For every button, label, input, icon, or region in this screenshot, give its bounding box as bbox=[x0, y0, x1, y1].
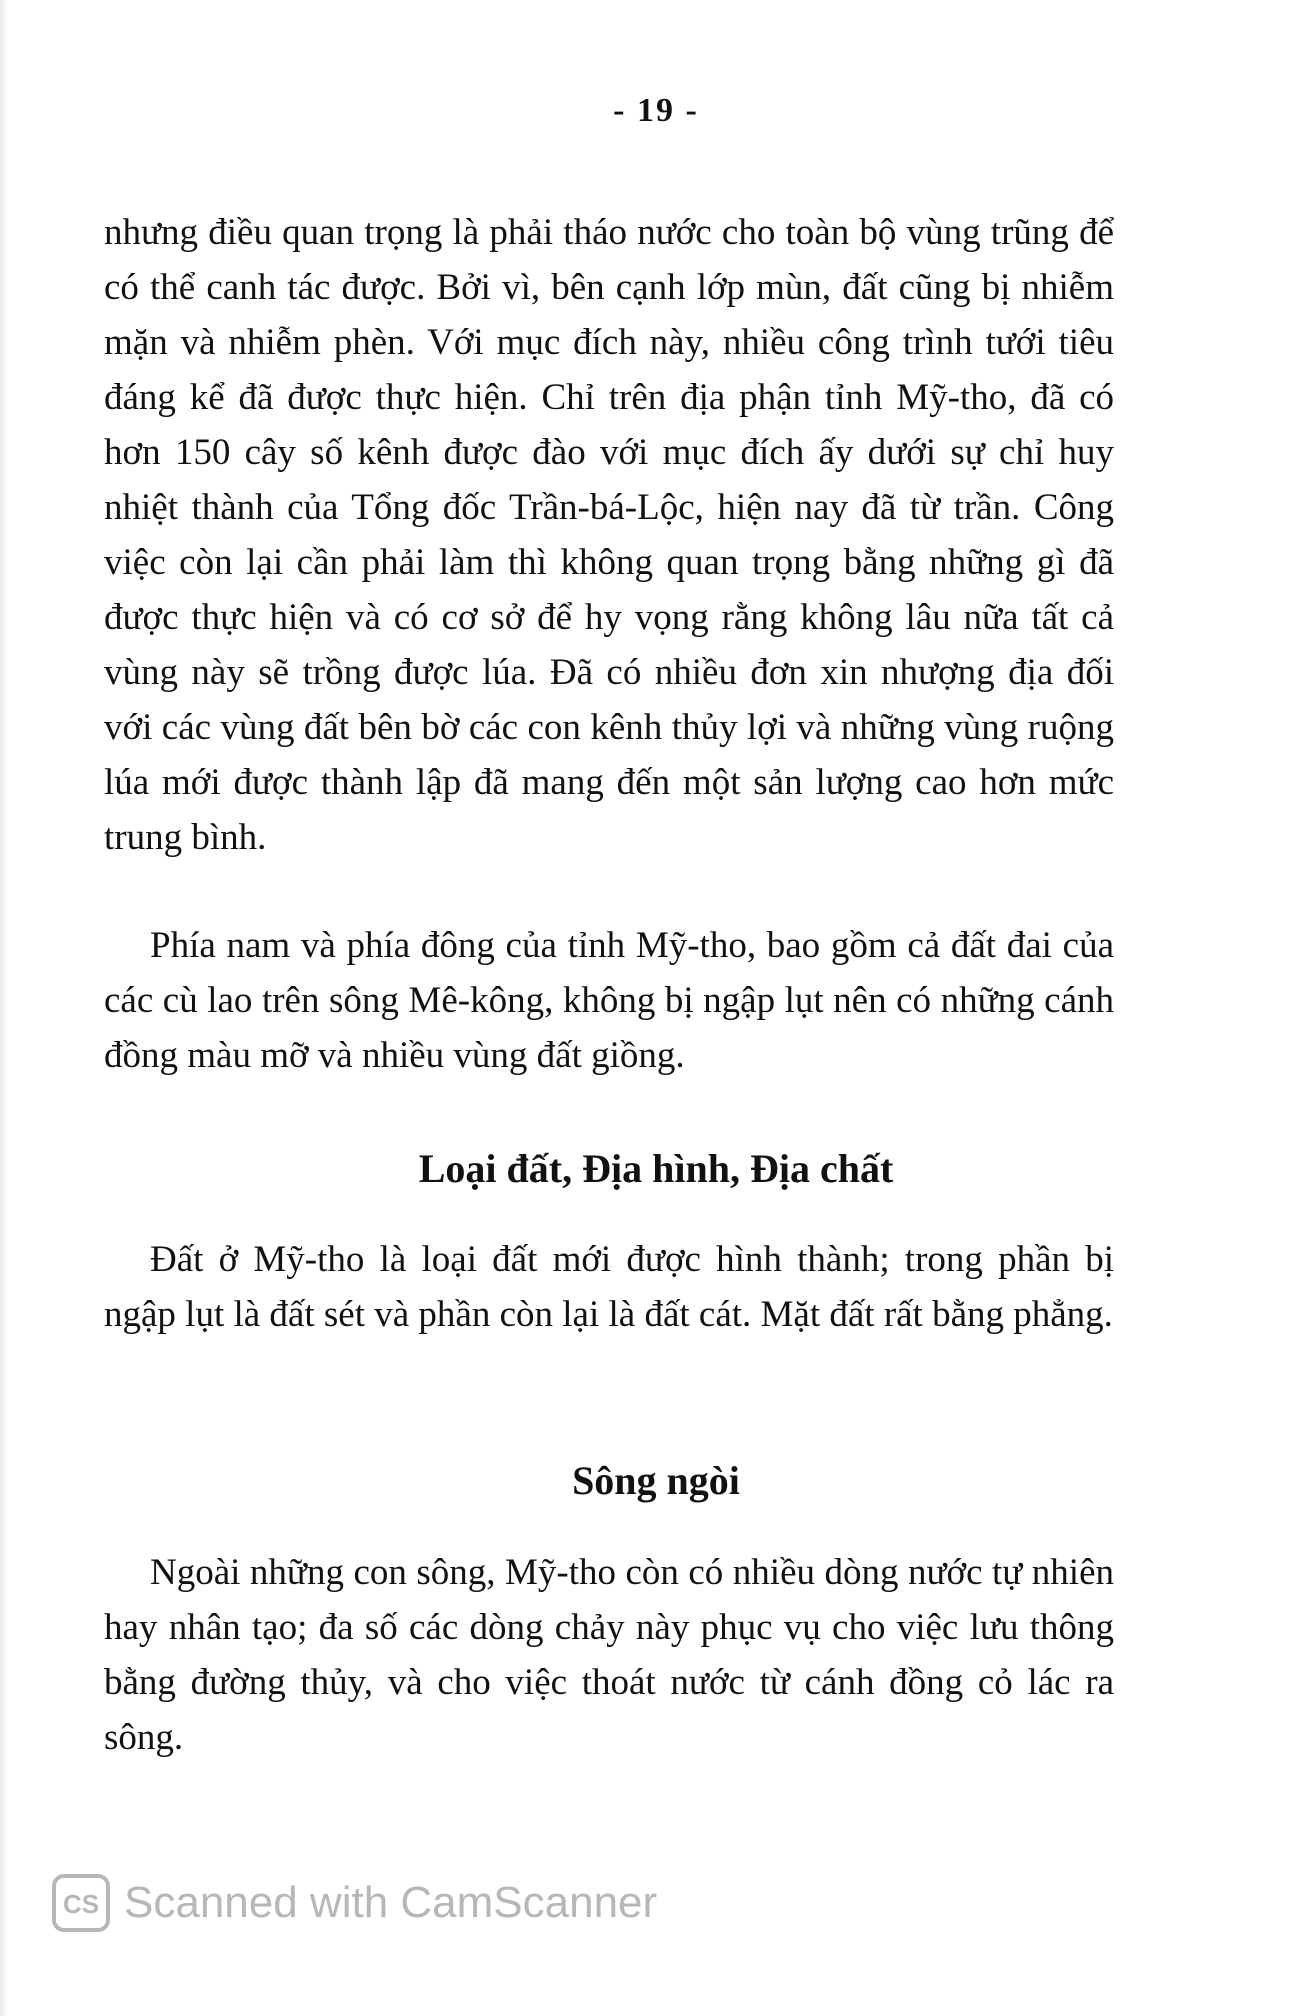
section-heading-soil: Loại đất, Địa hình, Địa chất bbox=[418, 1146, 894, 1191]
camscanner-logo-icon bbox=[52, 1874, 110, 1932]
section-heading-rivers: Sông ngòi bbox=[572, 1458, 740, 1503]
paragraph-southeast bbox=[104, 918, 1114, 1083]
paragraph-soil bbox=[104, 1232, 1114, 1342]
page-number: - 19 - bbox=[613, 92, 699, 129]
paragraph-text: nhưng điều quan trọng là phải tháo nước cho toàn bộ vùng trũng để có thể canh tác được. Bởi vì, bên cạnh lớp mùn, đất cũng bị nhiễm mặn và nhiễm phèn. Với mục đích này, nhiều công trình tưới tiêu đáng kể đã được thực hiện. Chỉ trên địa phận tỉnh Mỹ-tho, đã có hơn 150 cây số kênh được đào với mục đích ấy dưới sự chỉ huy nhiệt thành của Tổng đốc Trần-bá-Lộc, hiện nay đã từ trần. Công việc còn lại cần phải làm thì không quan trọng bằng những gì đã được thực hiện và có cơ sở để hy vọng rằng không lâu nữa tất cả vùng này sẽ trồng được lúa. Đã có nhiều đơn xin nhượng địa đối với các vùng đất bên bờ các con kênh thủy lợi và những vùng ruộng lúa mới được thành lập đã mang đến một sản lượng cao hơn mức trung bình. bbox=[104, 212, 1114, 858]
page-edge-shadow bbox=[0, 0, 8, 2016]
paragraph-irrigation bbox=[104, 205, 1114, 865]
paragraph-text: Đất ở Mỹ-tho là loại đất mới được hình thành; trong phần bị ngập lụt là đất sét và phần còn lại là đất cát. Mặt đất rất bằng phẳng. bbox=[104, 1239, 1114, 1335]
paragraph-text: Phía nam và phía đông của tỉnh Mỹ-tho, bao gồm cả đất đai của các cù lao trên sông Mê-kông, không bị ngập lụt nên có những cánh đồng màu mỡ và nhiều vùng đất giồng. bbox=[104, 925, 1114, 1076]
paragraph-text: Ngoài những con sông, Mỹ-tho còn có nhiều dòng nước tự nhiên hay nhân tạo; đa số các dòng chảy này phục vụ cho việc lưu thông bằng đường thủy, và cho việc thoát nước từ cánh đồng cỏ lác ra sông. bbox=[104, 1552, 1114, 1758]
logo-text: CS bbox=[62, 1889, 100, 1919]
paragraph-rivers bbox=[104, 1545, 1114, 1765]
watermark-text: Scanned with CamScanner bbox=[124, 1878, 658, 1927]
camscanner-watermark bbox=[52, 1868, 657, 1938]
